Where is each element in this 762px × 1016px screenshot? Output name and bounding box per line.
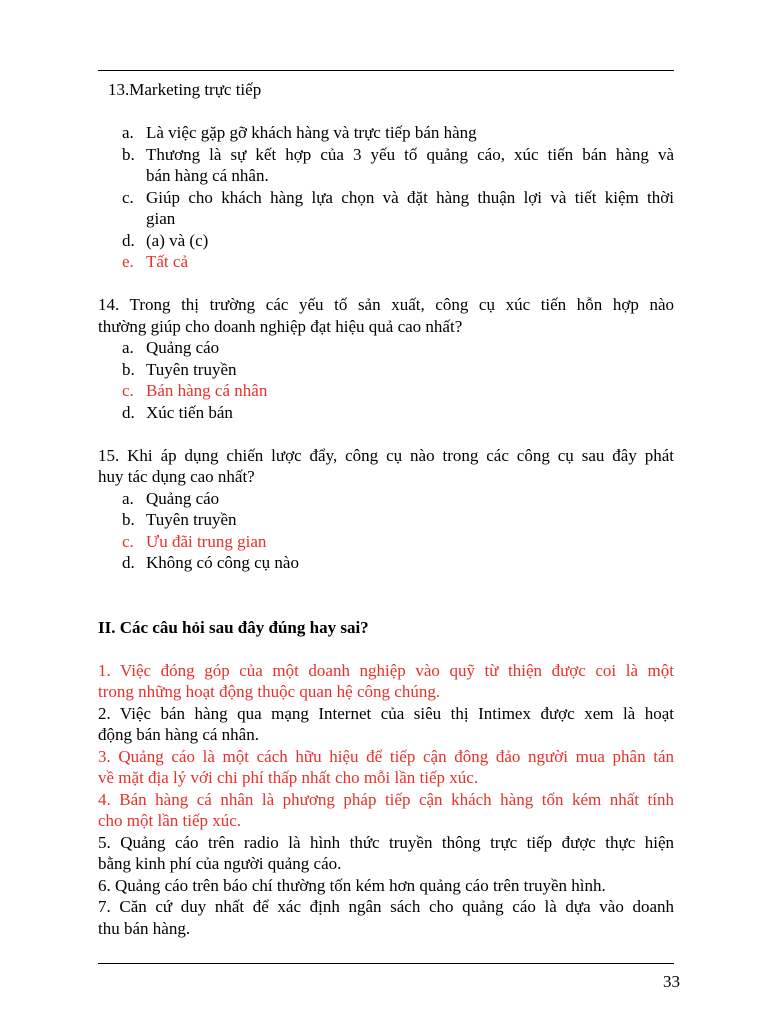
question-13-title: 13.Marketing trực tiếp bbox=[108, 80, 262, 99]
option-letter: b. bbox=[122, 359, 135, 379]
option-text: Tuyên truyền bbox=[146, 510, 237, 529]
q14-option-a bbox=[98, 337, 674, 359]
option-text: Quảng cáo bbox=[146, 488, 220, 508]
option-letter: d. bbox=[122, 230, 135, 250]
statement-5-cont: bằng kinh phí của người quảng cáo. bbox=[98, 854, 342, 873]
q13-option-b bbox=[98, 144, 674, 166]
statement-1: 1. Việc đóng góp của một doanh nghiệp vào quỹ từ thiện được coi là một bbox=[98, 660, 674, 680]
option-text: (a) và (c) bbox=[146, 230, 209, 250]
statement-6: 6. Quảng cáo trên báo chí thường tốn kém hơn quảng cáo trên truyền hình. bbox=[98, 875, 606, 895]
option-letter: c. bbox=[122, 531, 134, 551]
q14-option-b bbox=[98, 359, 674, 381]
statement-1-cont: trong những hoạt động thuộc quan hệ công chúng. bbox=[98, 682, 441, 701]
option-text: Ưu đãi trung gian bbox=[146, 531, 267, 551]
q14-option-d bbox=[98, 402, 674, 424]
q15-option-a bbox=[98, 488, 674, 510]
statement-2: 2. Việc bán hàng qua mạng Internet của siêu thị Intimex được xem là hoạt bbox=[98, 703, 674, 723]
option-letter: a. bbox=[122, 488, 134, 508]
q13-option-d bbox=[98, 230, 674, 252]
option-text: Không có công cụ nào bbox=[146, 553, 299, 572]
option-text: Tất cả bbox=[146, 252, 188, 271]
statement-7-cont: thu bán hàng. bbox=[98, 918, 191, 938]
q13-option-a bbox=[98, 122, 674, 144]
q15-option-b bbox=[98, 509, 674, 531]
q13-option-b-cont: bán hàng cá nhân. bbox=[146, 166, 269, 185]
option-text: Bán hàng cá nhân bbox=[146, 381, 268, 400]
statement-2-cont: động bán hàng cá nhân. bbox=[98, 725, 259, 744]
q13-option-e-correct bbox=[98, 251, 674, 273]
statement-3: 3. Quảng cáo là một cách hữu hiệu để tiếp cận đông đảo người mua phân tán bbox=[98, 746, 674, 766]
question-14-title: 14. Trong thị trường các yếu tố sản xuất, công cụ xúc tiến hỗn hợp nào bbox=[98, 295, 674, 314]
option-text: Là việc gặp gỡ khách hàng và trực tiếp bán hàng bbox=[146, 123, 477, 142]
section-2-heading: II. Các câu hỏi sau đây đúng hay sai? bbox=[98, 617, 369, 637]
option-letter: a. bbox=[122, 123, 134, 142]
option-text: Xúc tiến bán bbox=[146, 402, 233, 422]
q15-option-d bbox=[98, 552, 674, 574]
statement-5: 5. Quảng cáo trên radio là hình thức truyền thông trực tiếp được thực hiện bbox=[98, 832, 674, 852]
header-rule bbox=[98, 70, 674, 71]
option-letter: b. bbox=[122, 144, 135, 164]
option-letter: a. bbox=[122, 338, 134, 357]
statement-4-cont: cho một lần tiếp xúc. bbox=[98, 811, 242, 830]
option-text: Thương là sự kết hợp của 3 yếu tố quảng cáo, xúc tiến bán hàng và bbox=[146, 144, 674, 164]
footer-rule bbox=[98, 963, 674, 964]
option-text: Giúp cho khách hàng lựa chọn và đặt hàng thuận lợi và tiết kiệm thời bbox=[146, 187, 674, 207]
question-15-title: 15. Khi áp dụng chiến lược đẩy, công cụ nào trong các công cụ sau đây phát bbox=[98, 445, 674, 465]
q15-option-c-correct bbox=[98, 531, 674, 553]
statement-3-cont: về mặt địa lý với chi phí thấp nhất cho mỗi lần tiếp xúc. bbox=[98, 768, 479, 787]
option-letter: d. bbox=[122, 402, 135, 422]
option-letter: c. bbox=[122, 381, 134, 400]
question-14-title-cont: thường giúp cho doanh nghiệp đạt hiệu quả cao nhất? bbox=[98, 316, 463, 336]
statement-4: 4. Bán hàng cá nhân là phương pháp tiếp cận khách hàng tốn kém nhất tính bbox=[98, 789, 674, 809]
option-letter: b. bbox=[122, 510, 135, 529]
option-letter: d. bbox=[122, 553, 135, 572]
question-15-title-cont: huy tác dụng cao nhất? bbox=[98, 467, 255, 486]
statement-7: 7. Căn cứ duy nhất để xác định ngân sách cho quảng cáo là dựa vào doanh bbox=[98, 897, 674, 916]
option-text: Quảng cáo bbox=[146, 338, 220, 357]
page-content bbox=[98, 79, 674, 939]
page-number: 33 bbox=[663, 972, 680, 991]
q14-option-c-correct bbox=[98, 380, 674, 402]
option-letter: e. bbox=[122, 252, 134, 271]
option-letter: c. bbox=[122, 187, 134, 207]
q13-option-c bbox=[98, 187, 674, 209]
q13-option-c-cont: gian bbox=[146, 209, 176, 228]
option-text: Tuyên truyền bbox=[146, 359, 237, 379]
